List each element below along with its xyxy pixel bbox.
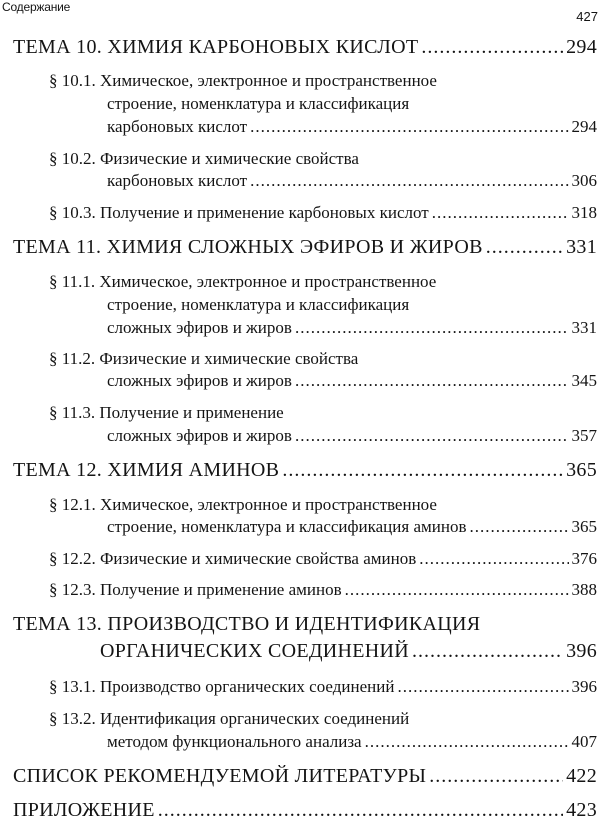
- toc-literature[interactable]: [13, 765, 597, 788]
- toc-section-12-1-text1: § 12.1. Химическое, электронное и пространственное: [49, 495, 437, 514]
- toc-section-10-1-page: 294: [571, 117, 597, 136]
- dot-leader: [295, 426, 569, 446]
- toc-appendix-title: ПРИЛОЖЕНИЕ: [13, 799, 155, 821]
- toc-section-13-1[interactable]: [49, 677, 597, 697]
- toc-section-13-2-text1: § 13.2. Идентификация органических соединений: [49, 709, 410, 728]
- dot-leader: [486, 236, 563, 259]
- toc-section-12-1-line1: [49, 495, 437, 515]
- toc-section-11-3-text2: сложных эфиров и жиров: [107, 426, 292, 445]
- toc-topic-10[interactable]: [13, 36, 597, 59]
- toc-section-12-2-text1: § 12.2. Физические и химические свойства аминов: [49, 549, 417, 568]
- toc-topic-13-page: 396: [566, 640, 597, 662]
- toc-section-10-2-line1: [49, 149, 359, 169]
- toc-topic-13[interactable]: [100, 640, 597, 663]
- toc-section-10-3[interactable]: [49, 203, 597, 223]
- toc-topic-12[interactable]: [13, 459, 597, 482]
- toc-topic-12-title: ТЕМА 12. ХИМИЯ АМИНОВ: [13, 459, 280, 481]
- toc-section-12-2-page: 376: [571, 549, 597, 568]
- toc-section-10-1[interactable]: [107, 117, 597, 137]
- toc-section-10-2-text1: § 10.2. Физические и химические свойства: [49, 149, 359, 168]
- dot-leader: [282, 459, 563, 482]
- toc-topic-10-title: ТЕМА 10. ХИМИЯ КАРБОНОВЫХ КИСЛОТ: [13, 36, 419, 58]
- toc-section-13-2[interactable]: [107, 732, 597, 752]
- toc-section-11-1-text2: строение, номенклатура и классификация: [107, 295, 410, 314]
- toc-section-10-2-page: 306: [571, 171, 597, 190]
- dot-leader: [295, 318, 569, 338]
- toc-section-11-3-page: 357: [571, 426, 597, 445]
- toc-section-12-1[interactable]: [107, 517, 597, 537]
- dot-leader: [158, 799, 563, 822]
- dot-leader: [250, 117, 568, 137]
- toc-section-10-1-text2: строение, номенклатура и классификация: [107, 94, 410, 113]
- toc-section-10-1-line2: [107, 94, 409, 114]
- toc-section-13-2-line1: [49, 709, 409, 729]
- toc-section-11-1-text3: сложных эфиров и жиров: [107, 318, 292, 337]
- dot-leader: [345, 580, 569, 600]
- toc-section-10-2[interactable]: [107, 171, 597, 191]
- dot-leader: [412, 640, 563, 663]
- toc-literature-page: 422: [566, 765, 597, 787]
- toc-appendix[interactable]: [13, 799, 597, 822]
- toc-section-13-2-text2: методом функционального анализа: [107, 732, 362, 751]
- toc-section-13-2-page: 407: [571, 732, 597, 751]
- toc-topic-11-title: ТЕМА 11. ХИМИЯ СЛОЖНЫХ ЭФИРОВ И ЖИРОВ: [13, 236, 483, 258]
- dot-leader: [421, 36, 563, 59]
- toc-section-11-2-text1: § 11.2. Физические и химические свойства: [49, 349, 359, 368]
- toc-appendix-page: 423: [566, 799, 597, 821]
- toc-section-12-1-page: 365: [571, 517, 597, 536]
- toc-section-12-3[interactable]: [49, 580, 597, 600]
- toc-section-11-1-line1: [49, 272, 436, 292]
- toc-section-13-1-text1: § 13.1. Производство органических соединений: [49, 677, 395, 696]
- dot-leader: [365, 732, 569, 752]
- toc-section-10-1-line1: [49, 71, 437, 91]
- toc-topic-12-page: 365: [566, 459, 597, 481]
- running-head-title: Содержание: [2, 0, 71, 14]
- page-number: 427: [576, 9, 598, 24]
- dot-leader: [429, 765, 563, 788]
- toc-section-11-3-text1: § 11.3. Получение и применение: [49, 403, 284, 422]
- toc-topic-10-page: 294: [566, 36, 597, 58]
- toc-section-12-3-page: 388: [571, 580, 597, 599]
- toc-literature-title: СПИСОК РЕКОМЕНДУЕМОЙ ЛИТЕРАТУРЫ: [13, 765, 427, 787]
- toc-section-11-1-line2: [107, 295, 409, 315]
- dot-leader: [432, 203, 569, 223]
- toc-section-10-3-text1: § 10.3. Получение и применение карбоновых кислот: [49, 203, 429, 222]
- toc-section-10-2-text2: карбоновых кислот: [107, 171, 248, 190]
- dot-leader: [397, 677, 568, 697]
- toc-section-12-3-text1: § 12.3. Получение и применение аминов: [49, 580, 342, 599]
- toc-section-11-2-text2: сложных эфиров и жиров: [107, 371, 292, 390]
- toc-topic-13-line1: [13, 613, 480, 636]
- toc-section-13-1-page: 396: [571, 677, 597, 696]
- toc-section-11-1[interactable]: [107, 318, 597, 338]
- toc-section-11-3-line1: [49, 403, 284, 423]
- toc-section-11-1-text1: § 11.1. Химическое, электронное и пространственное: [49, 272, 437, 291]
- toc-section-12-2[interactable]: [49, 549, 597, 569]
- toc-section-11-2-page: 345: [571, 371, 597, 390]
- toc-topic-13-title1: ТЕМА 13. ПРОИЗВОДСТВО И ИДЕНТИФИКАЦИЯ: [13, 613, 481, 635]
- toc-section-11-1-page: 331: [571, 318, 597, 337]
- dot-leader: [250, 171, 568, 191]
- toc-topic-11-page: 331: [566, 236, 597, 258]
- toc-section-10-1-text3: карбоновых кислот: [107, 117, 248, 136]
- toc-topic-13-title2: ОРГАНИЧЕСКИХ СОЕДИНЕНИЙ: [100, 640, 410, 662]
- toc-section-10-1-text1: § 10.1. Химическое, электронное и пространственное: [49, 71, 437, 90]
- toc-section-11-2[interactable]: [107, 371, 597, 391]
- toc-section-12-1-text2: строение, номенклатура и классификация аминов: [107, 517, 467, 536]
- toc-section-11-3[interactable]: [107, 426, 597, 446]
- dot-leader: [419, 549, 568, 569]
- dot-leader: [295, 371, 569, 391]
- toc-section-11-2-line1: [49, 349, 358, 369]
- toc-section-10-3-page: 318: [571, 203, 597, 222]
- toc-topic-11[interactable]: [13, 236, 597, 259]
- dot-leader: [469, 517, 568, 537]
